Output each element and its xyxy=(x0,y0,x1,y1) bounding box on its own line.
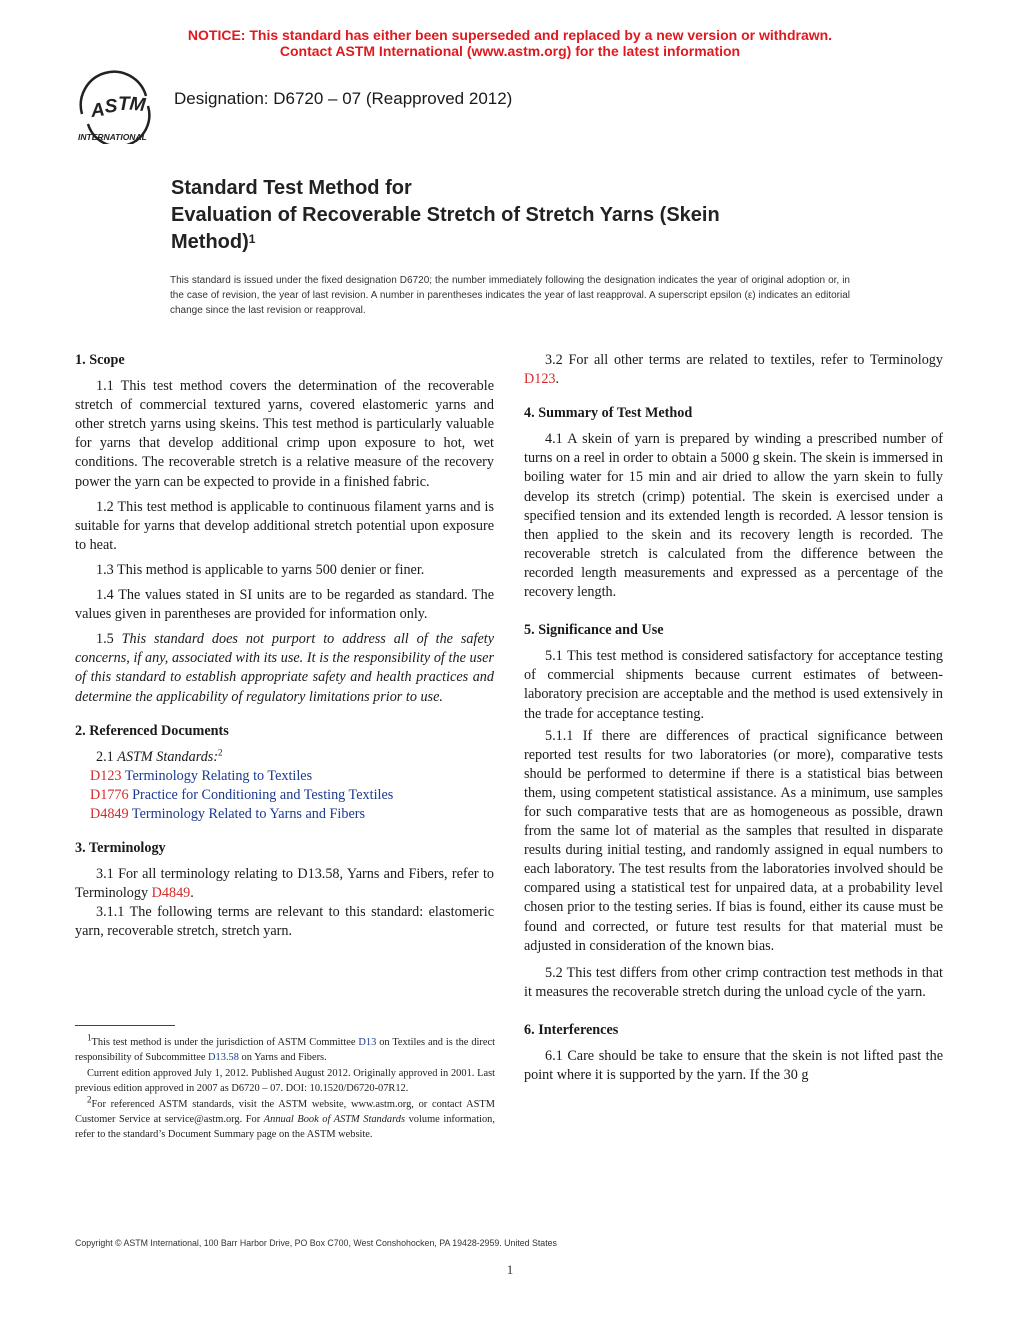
link-d13-58[interactable]: D13.58 xyxy=(208,1052,239,1064)
para-5-2: 5.2 This test differs from other crimp contraction test methods in that it measures the recoverable stretch during the unload cycle of the yarn. xyxy=(524,964,943,1000)
page-number: 1 xyxy=(506,1262,514,1277)
section-3-heading: 3. Terminology xyxy=(75,840,166,857)
ref-d4849[interactable]: D4849 Terminology Related to Yarns and Fibers xyxy=(90,805,365,822)
footnotes xyxy=(75,1032,495,1143)
link-d4849[interactable]: D4849 xyxy=(151,885,191,902)
section-5-heading: 5. Significance and Use xyxy=(524,622,664,639)
right-column xyxy=(524,351,943,1085)
astm-logo xyxy=(74,70,160,144)
section-1-heading: 1. Scope xyxy=(75,352,125,368)
copyright: Copyright © ASTM International, 100 Barr Harbor Drive, PO Box C700, West Conshohocken, PA 19428-2959. United States xyxy=(75,1238,557,1248)
title-line-2: Evaluation of Recoverable Stretch of Stretch Yarns (Skein xyxy=(171,204,720,226)
link-d123[interactable]: D123 xyxy=(524,371,556,388)
document-title xyxy=(171,175,891,256)
notice-line-2: Contact ASTM International (www.astm.org) for the latest information xyxy=(279,43,741,59)
link-d13[interactable]: D13 xyxy=(358,1037,377,1048)
svg-text:M: M xyxy=(128,93,147,117)
svg-text:S: S xyxy=(104,95,119,118)
para-2-1: 2.1 ASTM Standards:$^2$ xyxy=(96,746,223,765)
svg-text:T: T xyxy=(118,94,130,115)
ref-d123[interactable]: D123 Terminology Relating to Textiles xyxy=(90,767,313,784)
astm-logo-icon xyxy=(74,70,160,144)
footnote-1: $^1$This test method is under the jurisdiction of ASTM Committee D13 on Textiles and is the direct responsibility of Subcommittee D13.58 on Yarns and Fibers. xyxy=(75,1032,495,1064)
notice-line-1: NOTICE: This standard has either been superseded and replaced by a new version or withdrawn. xyxy=(187,27,833,43)
para-1-4: 1.4 The values stated in SI units are to be regarded as standard. The values given in parentheses are provided for information only. xyxy=(75,587,494,623)
section-6-heading: 6. Interferences xyxy=(524,1021,619,1038)
section-4-heading: 4. Summary of Test Method xyxy=(524,405,693,422)
left-column xyxy=(75,351,494,942)
para-3-1-1: 3.1.1 The following terms are relevant to this standard: elastomeric yarn, recoverable stretch, stretch yarn. xyxy=(75,904,494,940)
designation: Designation: D6720 – 07 (Reapproved 2012) xyxy=(174,89,513,108)
para-1-1: 1.1 This test method covers the determination of the recoverable stretch of commercial textured yarns, covered elastomeric yarns and other stretch yarns using skeins. This test method is particularly valuable for yarns that develop additional crimp upon exposure to hot, wet conditions. The recoverable stretch is a relative measure of the recovery power the yarn can be expected to provide in a finished fabric. xyxy=(75,378,494,490)
para-4-1: 4.1 A skein of yarn is prepared by winding a prescribed number of turns on a reel in order to obtain a 5000 g skein. The skein is immersed in boiling water for 15 min and air dried to allow the yarn skein to fully develop its stretch (crimp) potential. The skein is exercised under a specified tension and its extended length is recorded. A lessor tension is then applied to the skein and its recovery length is recorded. The recoverable stretch is calculated from the difference between the recorded length measurements and expressed as a percentage of the recovery length. xyxy=(524,431,943,601)
para-1-3: 1.3 This method is applicable to yarns 500 denier or finer. xyxy=(96,561,425,578)
logo-subtitle: INTERNATIONAL xyxy=(78,132,147,142)
title-line-1: Standard Test Method for xyxy=(171,177,412,199)
title-footnote-mark: 1 xyxy=(248,232,256,246)
para-1-5: 1.5 This standard does not purport to address all of the safety concerns, if any, associated with its use. It is the responsibility of the user of this standard to establish appropriate safety and health practices and determine the applicability of regulatory limitations prior to use. xyxy=(75,631,494,705)
title-line-3: Method) xyxy=(171,231,249,253)
para-3-2: 3.2 For all other terms are related to textiles, refer to Terminology D123. xyxy=(524,352,943,388)
para-5-1-1: 5.1.1 If there are differences of practical significance between reported test results for two laboratories (or more), comparative tests should be performed to determine if there is a statistical bias between them, using competent statistical assistance. As a minimum, use samples for such comparative tests that are as homogeneous as possible, drawn from the same lot of material as the samples that resulted in disparate results during initial testing, and randomly assigned in equal numbers to each laboratory. The test results from the laboratories involved should be compared using a statistical test for unpaired data, at a probability level chosen prior to the testing series. If bias is found, either its cause must be found and corrected, or future test results for that material must be adjusted in consideration of the known bias. xyxy=(524,727,943,954)
intro-paragraph: This standard is issued under the fixed designation D6720; the number immediately following the designation indicates the year of original adoption or, in the case of revision, the year of last revision. A number in parentheses indicates the year of last reapproval. A superscript epsilon (ε) indicates an editorial change since the last revision or reapproval. xyxy=(170,275,850,316)
para-6-1: 6.1 Care should be take to ensure that the skein is not lifted past the point where it is supported by the yarn. If the 30 g xyxy=(524,1048,943,1084)
ref-d1776[interactable]: D1776 Practice for Conditioning and Testing Textiles xyxy=(90,786,394,803)
footnote-2: $^2$For referenced ASTM standards, visit the ASTM website, www.astm.org, or contact ASTM Customer Service at service@astm.org. For Annual Book of ASTM Standards volume information, refer to the standard’s Document Summary page on the ASTM website. xyxy=(75,1094,495,1141)
svg-text:A: A xyxy=(89,99,107,123)
para-3-1: 3.1 For all terminology relating to D13.58, Yarns and Fibers, refer to Terminology D4849. xyxy=(75,866,494,902)
footnote-divider xyxy=(75,1025,175,1026)
para-1-2: 1.2 This test method is applicable to continuous filament yarns and is suitable for yarns that develop additional stretch potential upon exposure to heat. xyxy=(75,498,494,553)
section-2-heading: 2. Referenced Documents xyxy=(75,722,229,739)
para-5-1: 5.1 This test method is considered satisfactory for acceptance testing of commercial shipments because current estimates of between-laboratory precision are acceptable and the method is used extensively in the trade for acceptance testing. xyxy=(524,648,943,722)
footnote-1-edition: Current edition approved July 1, 2012. Published August 2012. Originally approved in 2001. Last previous edition approved in 2007 as D6720 – 07. DOI: 10.1520/D6720-07R12. xyxy=(75,1067,495,1095)
